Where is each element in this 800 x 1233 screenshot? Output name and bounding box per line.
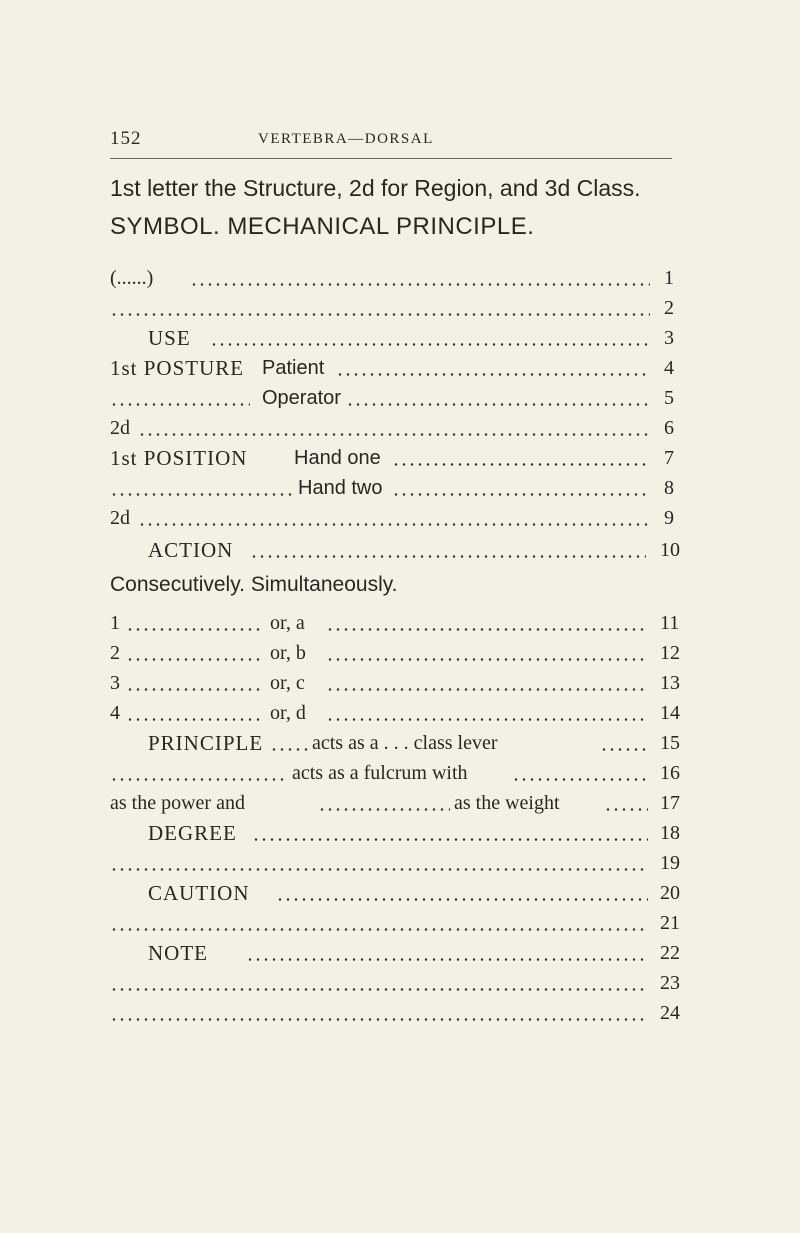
dot-leader xyxy=(110,473,294,503)
entry-label: 2d xyxy=(110,507,130,529)
dot-leader xyxy=(126,608,260,638)
dot-leader xyxy=(604,788,648,818)
list-item xyxy=(0,473,800,503)
list-item xyxy=(0,638,800,668)
entry-text: Operator xyxy=(262,387,341,409)
list-item xyxy=(0,535,800,565)
dot-leader xyxy=(110,848,648,878)
list-item xyxy=(0,788,800,818)
entry-label: 4 xyxy=(110,702,120,724)
dot-leader xyxy=(110,293,650,323)
entry-label: 2d xyxy=(110,417,130,439)
list-item xyxy=(0,758,800,788)
list-item xyxy=(0,383,800,413)
dot-leader xyxy=(246,938,648,968)
dot-leader xyxy=(336,353,650,383)
entry-label: 3 xyxy=(110,672,120,694)
line-number: 14 xyxy=(660,702,680,724)
dot-leader xyxy=(190,263,650,293)
list-item xyxy=(0,878,800,908)
list-item xyxy=(0,443,800,473)
line-number: 23 xyxy=(660,972,680,994)
line-number: 5 xyxy=(664,387,674,409)
entry-text: acts as a . . . class lever xyxy=(312,732,498,754)
line-number: 22 xyxy=(660,942,680,964)
line-number: 20 xyxy=(660,882,680,904)
dot-leader xyxy=(346,383,650,413)
dot-leader xyxy=(126,668,260,698)
list-item xyxy=(0,728,800,758)
header-rule xyxy=(110,158,672,159)
entry-label: 2 xyxy=(110,642,120,664)
dot-leader xyxy=(392,473,650,503)
line-number: 2 xyxy=(664,297,674,319)
dot-leader xyxy=(110,998,648,1028)
dot-leader xyxy=(110,383,250,413)
line-number: 16 xyxy=(660,762,680,784)
dot-leader xyxy=(126,638,260,668)
dot-leader xyxy=(110,968,648,998)
dot-leader xyxy=(126,698,260,728)
line-number: 12 xyxy=(660,642,680,664)
column-subheading: Consecutively. Simultaneously. xyxy=(110,573,398,596)
intro-line-2: SYMBOL. MECHANICAL PRINCIPLE. xyxy=(110,213,535,240)
list-item xyxy=(0,938,800,968)
line-number: 17 xyxy=(660,792,680,814)
running-title: VERTEBRA—DORSAL xyxy=(258,131,434,147)
list-item xyxy=(0,263,800,293)
intro-line-1: 1st letter the Structure, 2d for Region, and 3d Class. xyxy=(110,175,641,201)
entry-label: (......) xyxy=(110,267,154,289)
dot-leader xyxy=(110,908,648,938)
list-item xyxy=(0,293,800,323)
dot-leader xyxy=(326,698,646,728)
dot-leader xyxy=(326,638,646,668)
dot-leader xyxy=(276,878,648,908)
list-item xyxy=(0,353,800,383)
dot-leader xyxy=(318,788,450,818)
line-number: 6 xyxy=(664,417,674,439)
entry-label: PRINCIPLE xyxy=(148,731,264,755)
entry-text: Hand two xyxy=(298,477,383,499)
line-number: 21 xyxy=(660,912,680,934)
line-number: 1 xyxy=(664,267,674,289)
entry-label: NOTE xyxy=(148,941,208,965)
line-number: 18 xyxy=(660,822,680,844)
line-number: 4 xyxy=(664,357,674,379)
list-item xyxy=(0,698,800,728)
line-number: 10 xyxy=(660,539,680,561)
entry-label: DEGREE xyxy=(148,821,237,845)
list-item xyxy=(0,503,800,533)
line-number: 3 xyxy=(664,327,674,349)
list-item xyxy=(0,998,800,1028)
dot-leader xyxy=(138,503,650,533)
entry-label: USE xyxy=(148,326,191,350)
dot-leader xyxy=(138,413,650,443)
line-number: 24 xyxy=(660,1002,680,1024)
entry-label: 1st POSITION xyxy=(110,446,248,470)
entry-text: or, d xyxy=(270,702,306,724)
entry-text: as the weight xyxy=(454,792,560,814)
line-number: 15 xyxy=(660,732,680,754)
entry-text: Patient xyxy=(262,357,325,379)
page-number: 152 xyxy=(110,128,142,149)
page-header xyxy=(110,128,670,152)
entry-text: acts as a fulcrum with xyxy=(292,762,468,784)
line-number: 9 xyxy=(664,507,674,529)
line-number: 7 xyxy=(664,447,674,469)
list-item xyxy=(0,968,800,998)
line-number: 8 xyxy=(664,477,674,499)
list-item xyxy=(0,413,800,443)
entry-text: or, a xyxy=(270,612,305,634)
entry-label: as the power and xyxy=(110,792,245,814)
list-item xyxy=(0,323,800,353)
dot-leader xyxy=(110,758,286,788)
dot-leader xyxy=(392,443,650,473)
list-item xyxy=(0,848,800,878)
entry-text: Hand one xyxy=(294,447,381,469)
dot-leader xyxy=(252,818,648,848)
dot-leader xyxy=(600,728,646,758)
dot-leader xyxy=(250,535,646,565)
entry-text: or, c xyxy=(270,672,305,694)
dot-leader xyxy=(326,608,646,638)
dot-leader xyxy=(210,323,650,353)
dot-leader xyxy=(512,758,646,788)
entry-label: 1st POSTURE xyxy=(110,356,245,380)
list-item xyxy=(0,908,800,938)
entry-label: ACTION xyxy=(148,538,234,562)
dot-leader xyxy=(270,728,310,758)
list-item xyxy=(0,668,800,698)
entry-text: or, b xyxy=(270,642,306,664)
line-number: 19 xyxy=(660,852,680,874)
entry-label: 1 xyxy=(110,612,120,634)
line-number: 11 xyxy=(660,612,680,634)
list-item xyxy=(0,818,800,848)
list-item xyxy=(0,608,800,638)
dot-leader xyxy=(326,668,646,698)
line-number: 13 xyxy=(660,672,680,694)
entry-label: CAUTION xyxy=(148,881,250,905)
